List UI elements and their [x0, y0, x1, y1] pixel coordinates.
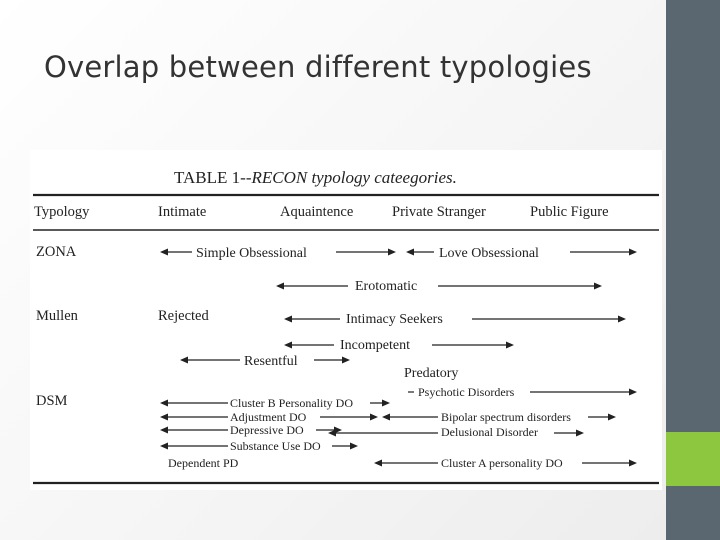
label-rejected: Rejected [158, 308, 209, 324]
row-mullen: Mullen [36, 308, 78, 324]
label-dependent-pd: Dependent PD [168, 456, 239, 470]
header-intimate: Intimate [158, 204, 207, 220]
slide-title: Overlap between different typologies [44, 50, 592, 84]
label-cluster-b: Cluster B Personality DO [230, 396, 353, 410]
label-substance-use: Substance Use DO [230, 439, 321, 453]
label-psychotic-disorders: Psychotic Disorders [418, 385, 515, 399]
header-aquaintence: Aquaintence [280, 204, 354, 220]
label-resentful: Resentful [244, 354, 298, 369]
row-zona: ZONA [36, 244, 77, 260]
label-erotomatic: Erotomatic [355, 279, 418, 294]
label-predatory: Predatory [404, 366, 459, 381]
label-bipolar: Bipolar spectrum disorders [441, 410, 571, 424]
arrow-intimacy-seekers [284, 316, 626, 323]
header-typology: Typology [34, 204, 90, 220]
label-cluster-a: Cluster A personality DO [441, 456, 563, 470]
arrow-erotomatic [276, 283, 602, 290]
table-caption: TABLE 1--RECON typology cateegories. [174, 168, 457, 187]
header-private-stranger: Private Stranger [392, 204, 486, 220]
label-depressive-do: Depressive DO [230, 423, 304, 437]
side-accent [666, 432, 720, 486]
label-love-obsessional: Love Obsessional [439, 246, 539, 261]
header-public-figure: Public Figure [530, 204, 609, 220]
label-incompetent: Incompetent [340, 338, 410, 353]
label-simple-obsessional: Simple Obsessional [196, 246, 307, 261]
row-dsm: DSM [36, 393, 68, 409]
recon-table-image [30, 150, 662, 490]
label-adjustment-do: Adjustment DO [230, 410, 307, 424]
label-intimacy-seekers: Intimacy Seekers [346, 312, 443, 327]
label-delusional: Delusional Disorder [441, 425, 538, 439]
